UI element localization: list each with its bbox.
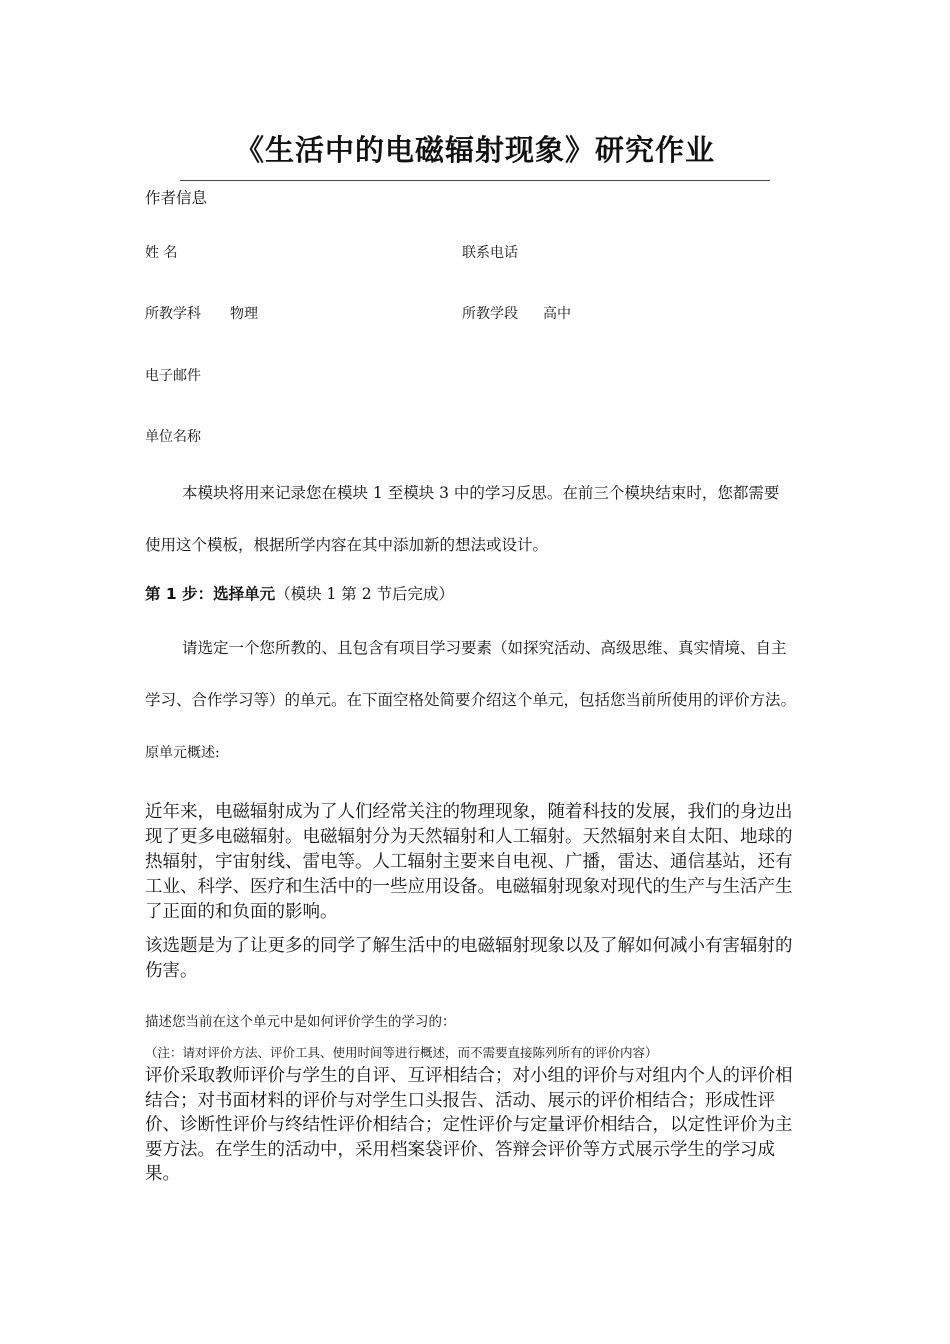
intro-line-2: 使用这个模板，根据所学内容在其中添加新的想法或设计。 [145, 536, 549, 554]
eval-description-label: 描述您当前在这个单元中是如何评价学生的学习的： [145, 1014, 456, 1030]
step1-heading-note: （模块 1 第 2 节后完成） [275, 585, 455, 603]
instruction-line-2: 学习、合作学习等）的单元。在下面空格处简要介绍这个单元，包括您当前所使用的评价方法。 [145, 691, 797, 709]
eval-paragraph: 评价采取教师评价与学生的自评、互评相结合；对小组的评价与对组内个人的评价相结合；对书面材料的评价与对学生口头报告、活动、展示的评价相结合；形成性评价、诊断性评价与终结性评价相结合；定性评价与定量评价相结合，以定性评价为主要方法。在学生的活动中，采用档案袋评价、答辩会评价等方式展示学生的学习成果。 [145, 1066, 793, 1184]
level-value: 高中 [543, 306, 571, 322]
author-info-heading: 作者信息 [145, 189, 208, 207]
title-underline [180, 180, 770, 181]
intro-line-1: 本模块将用来记录您在模块 1 至模块 3 中的学习反思。在前三个模块结束时，您都需要 [182, 484, 780, 502]
document-title: 《生活中的电磁辐射现象》研究作业 [234, 133, 715, 167]
step1-heading [145, 582, 454, 604]
org-label: 单位名称 [145, 429, 201, 445]
name-label: 姓 名 [145, 245, 178, 261]
step1-heading-bold: 第 1 步：选择单元 [145, 585, 276, 603]
email-label: 电子邮件 [145, 368, 201, 384]
phone-label: 联系电话 [462, 245, 518, 261]
instruction-line-1: 请选定一个您所教的、且包含有项目学习要素（如探究活动、高级思维、真实情境、自主 [182, 639, 787, 657]
overview-paragraph-2: 该选题是为了让更多的同学了解生活中的电磁辐射现象以及了解如何减小有害辐射的伤害。 [145, 936, 793, 981]
subject-label: 所教学科 [145, 306, 201, 322]
subject-value: 物理 [230, 306, 258, 322]
overview-label: 原单元概述: [145, 745, 220, 761]
level-label: 所教学段 [462, 306, 518, 322]
overview-paragraph-1: 近年来，电磁辐射成为了人们经常关注的物理现象，随着科技的发展，我们的身边出现了更多电磁辐射。电磁辐射分为天然辐射和人工辐射。天然辐射来自太阳、地球的热辐射，宇宙射线、雷电等。人工辐射主要来自电视、广播，雷达、通信基站，还有工业、科学、医疗和生活中的一些应用设备。电磁辐射现象对现代的生产与生活产生了正面的和负面的影响。 [145, 802, 793, 922]
eval-note: （注：请对评价方法、评价工具、使用时间等进行概述，而不需要直接陈列所有的评价内容） [145, 1045, 658, 1060]
